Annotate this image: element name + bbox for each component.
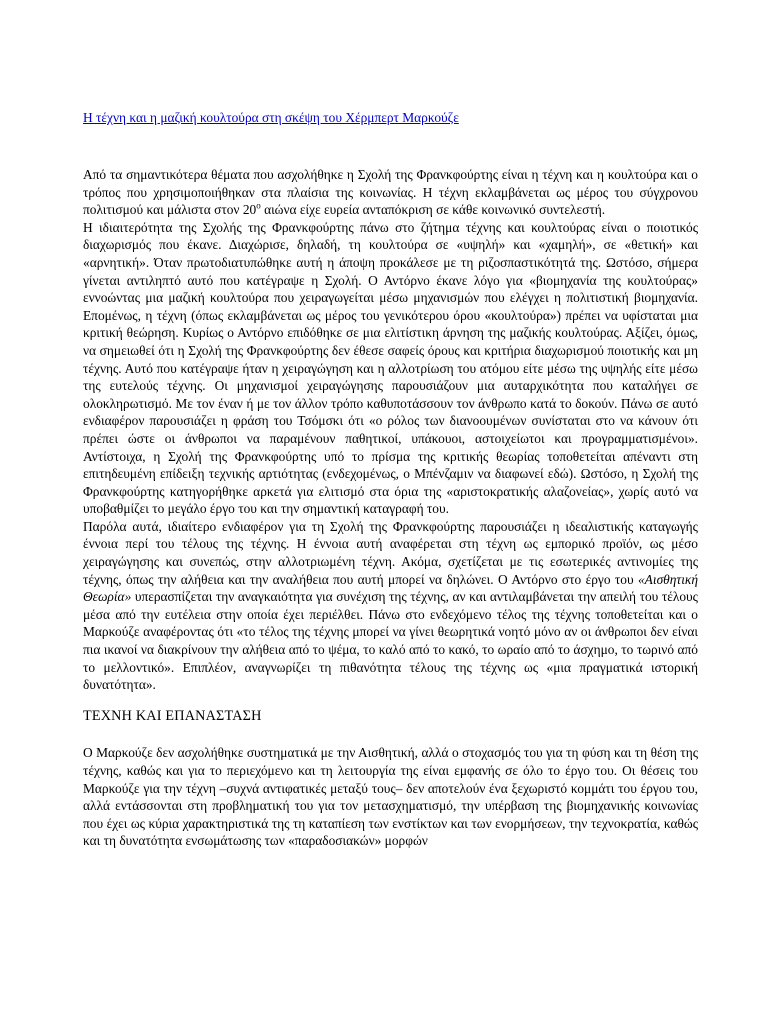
document-title-link[interactable]: Η τέχνη και η μαζική κουλτούρα στη σκέψη του Χέρμπερτ Μαρκούζε	[83, 110, 459, 125]
paragraph-2: Η ιδιαιτερότητα της Σχολής της Φρανκφούρτης πάνω στο ζήτημα τέχνης και κουλτούρας είναι ο ποιοτικός διαχωρισμός που έκανε. Διαχώρισε, δηλαδή, τη κουλτούρα σε «υψηλή» και «χαμηλή», σε «θετική» και «αρνητική». Όταν πρωτοδιατυπώθηκε αυτή η άποψη προκάλεσε με τη ριζοσπαστικότητά της. Ωστόσο, σήμερα γίνεται αντιληπτό αυτό που κατέγραψε η Σχολή. Ο Αντόρνο έκανε λόγο για «βιομηχανία της κουλτούρας» εννοώντας μια μαζική κουλτούρα που χειραγωγείται μέσω μηχανισμών που ελέγχει η πολιτιστική βιομηχανία. Επομένως, η τέχνη (όπως εκλαμβάνεται ως μέρος του γενικότερου όρου «κουλτούρα») πρέπει να υφίσταται μια κριτική θεώρηση. Κυρίως ο Αντόρνο επιδόθηκε σε μια ελιτίστικη άρνηση της μαζικής κουλτούρας. Αξίζει, όμως, να σημειωθεί ότι η Σχολή της Φρανκφούρτης δεν έθεσε σαφείς όρους και κριτήρια διαχωρισμού ποιοτικής και μη τέχνης. Αυτό που κατέγραψε ήταν η χειραγώγηση και η αλλοτρίωση του ατόμου είτε μέσω της υψηλής είτε μέσω της ευτελούς τέχνης. Οι μηχανισμοί χειραγώγησης παρουσιάζουν μια αυταρχικότητα που καταλήγει σε ολοκληρωτισμό. Με τον έναν ή με τον άλλον τρόπο καθυποτάσσουν τον άνθρωπο κατά το δοκούν. Πάνω σε αυτό ενδιαφέρον παρουσιάζει η φράση του Τσόμσκι ότι «ο ρόλος των διανοουμένων συνίσταται στο να κάνουν ότι πρέπει ώστε οι άνθρωποι να παραμένουν παθητικοί, υπάκουοι, αστοιχείωτοι και προγραμματισμένοι». Αντίστοιχα, η Σχολή της Φρανκφούρτης υπό το πρίσμα της κριτικής θεωρίας τοποθετείται απέναντι στη επιτηδευμένη επίδειξη τεχνικής αρτιότητας (ενδεχομένως, ο Μπένζαμιν να διαφωνεί εδώ). Ωστόσο, η Σχολή της Φρανκφούρτης κατηγορήθηκε αρκετά για ελιτισμό στα όρια της «αριστοκρατικής αλαζονείας», χωρίς αυτό να υποβαθμίζει το μεγάλο έργο του και την σημαντική καταγραφή του.	[83, 219, 698, 517]
section-heading: ΤΕΧΝΗ ΚΑΙ ΕΠΑΝΑΣΤΑΣΗ	[83, 707, 262, 724]
paragraph-1-text-b: αιώνα είχε ευρεία ανταπόκριση σε κάθε κοινωνικό συντελεστή.	[260, 202, 606, 218]
aesthetic-theory-title: «Αισθητική Θεωρία»	[83, 571, 698, 605]
paragraph-3	[83, 518, 698, 694]
document-body	[83, 166, 698, 850]
paragraph-1	[83, 166, 698, 219]
paragraph-4: Ο Μαρκούζε δεν ασχολήθηκε συστηματικά με την Αισθητική, αλλά ο στοχασμός του για τη φύση και τη θέση της τέχνης, καθώς και για το περιεχόμενο και τη λειτουργία της είναι εμφανής σε όλο το έργο του. Οι θέσεις του Μαρκούζε για την τέχνη –συχνά αντιφατικές μεταξύ τους– δεν αποτελούν ένα ξεχωριστό κομμάτι του έργου του, αλλά εντάσσονται στη προβληματική του για τον μετασχηματισμό, την υπέρβαση της βιομηχανικής κοινωνίας που έχει ως κύρια χαρακτηριστικά της τη καταπίεση των ενστίκτων και των ενορμήσεων, την τεχνοκρατία, καθώς και τη δυνατότητα ενσωμάτωσης των «παραδοσιακών» μορφών	[83, 745, 698, 849]
paragraph-1-text-a: Από τα σημαντικότερα θέματα που ασχολήθηκε η Σχολή της Φρανκφούρτης είναι η τέχνη και η κουλτούρα και ο τρόπος που χρησιμοποιήθηκαν στα πλαίσια της κοινωνίας. Η τέχνη εκλαμβάνεται ως μέρος του σύγχρονου πολιτισμού και μάλιστα στον 20	[83, 167, 698, 218]
paragraph-3-text-a: Παρόλα αυτά, ιδιαίτερο ενδιαφέρον για τη Σχολή της Φρανκφούρτης παρουσιάζει η ιδεαλιστικής καταγωγής έννοια περί του τέλους της τέχνης. Η έννοια αυτή αναφέρεται στη τέχνη ως εμπορικό προϊόν, ως μέσο χειραγώγησης και συνεπώς, στην αλλοτριωμένη τέχνη. Ακόμα, σχετίζεται με τις εσωτερικές αντινομίες της τέχνης, όπως την αλήθεια και την αναλήθεια που αυτή μπορεί να δηλώνει. Ο Αντόρνο στο έργο του	[83, 518, 698, 587]
century-superscript: ο	[256, 200, 261, 211]
paragraph-3-text-b: υπερασπίζεται την αναγκαιότητα για συνέχιση της τέχνης, αν και αντιλαμβάνεται την απειλή του τέλους μέσα από την ευτέλεια στην οποία έχει περιέλθει. Πάνω στο ενδεχόμενο τέλος της τέχνης τοποθετείται και ο Μαρκούζε αναφέροντας ότι «το τέλος της τέχνης μπορεί να γίνει θεωρητικά νοητό μόνο αν οι άνθρωποι δεν είναι πια ικανοί να διακρίνουν την αλήθεια από το ψέμα, το καλό από το κακό, το ωραίο από το άσχημο, το τωρινό από το μελλοντικό». Επιπλέον, αναγνωρίζει τη πιθανότητα τέλους της τέχνης ως «μια πραγματικά ιστορική δυνατότητα».	[83, 589, 698, 693]
